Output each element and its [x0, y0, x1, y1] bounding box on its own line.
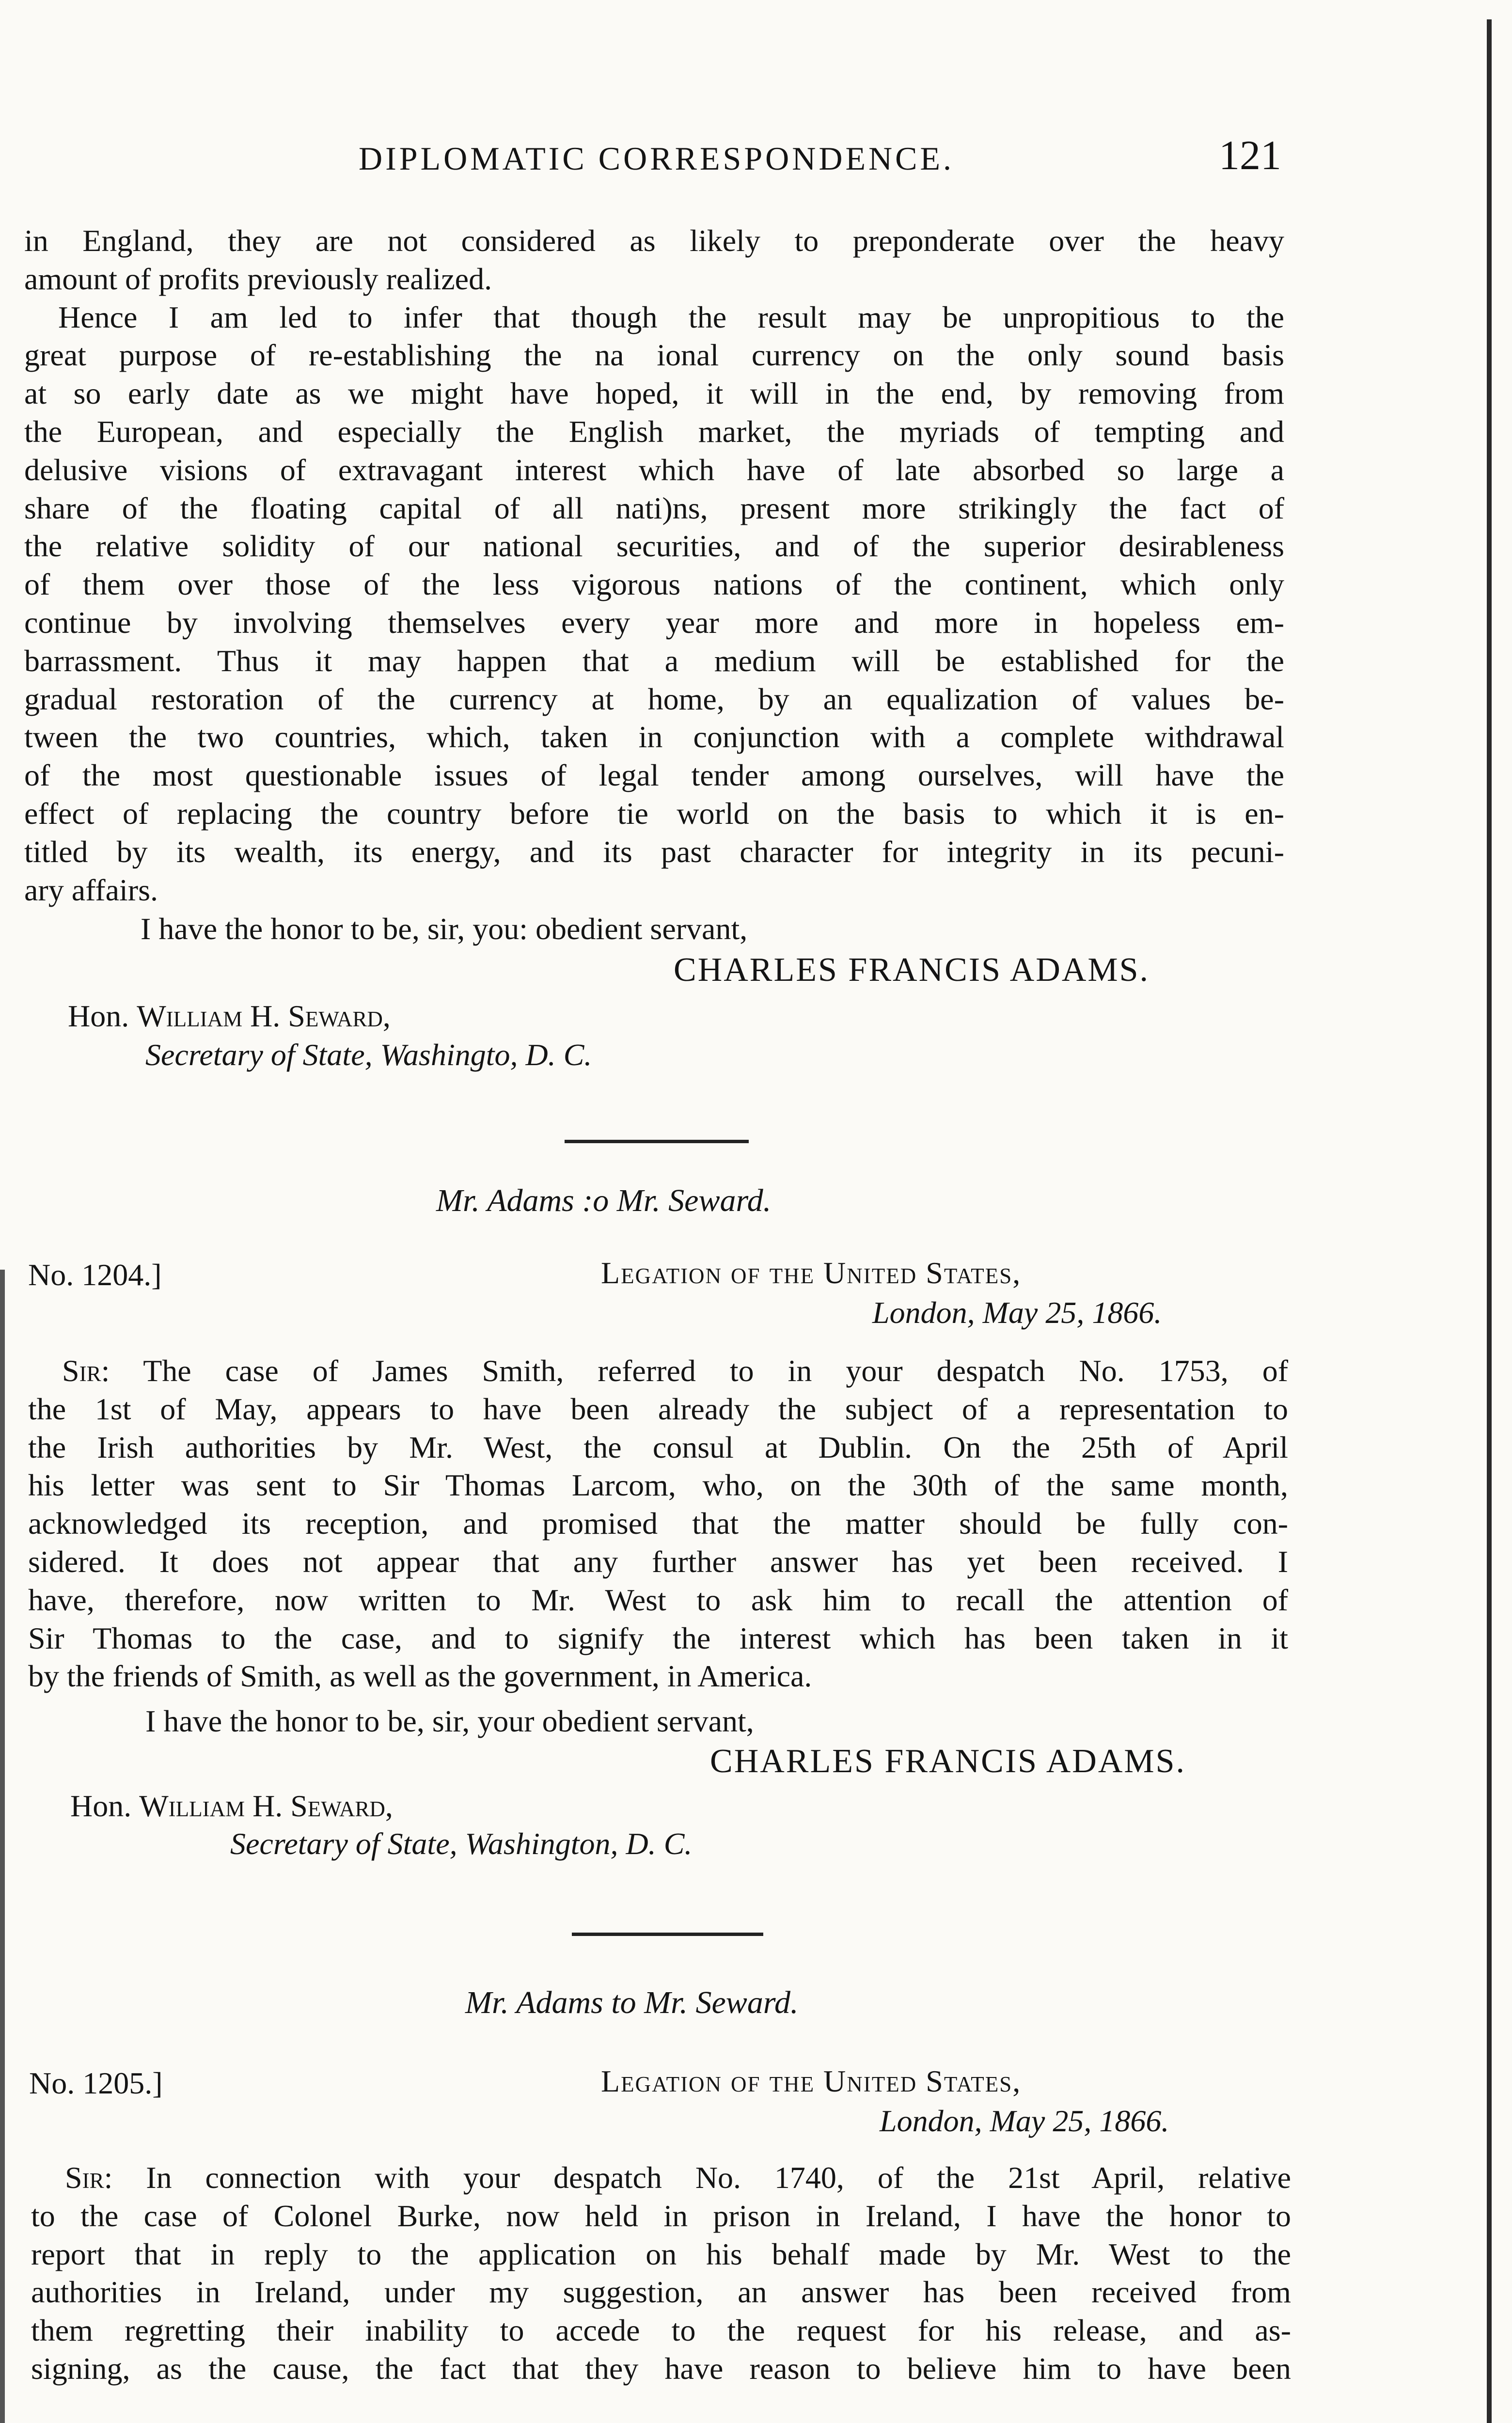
text-line: have, therefore, now written to Mr. West to ask him to recall the attention of	[28, 1582, 1288, 1617]
page-edge-shadow-right	[1487, 19, 1492, 2423]
text-line: great purpose of re-establishing the na ional currency on the only sound basis	[24, 338, 1284, 373]
text-line: the relative solidity of our national securities, and of the superior desirableness	[24, 529, 1284, 564]
addressee-name	[70, 1788, 393, 1824]
text-line: barrassment. Thus it may happen that a medium will be established for the	[24, 643, 1284, 678]
legation-heading: Legation of the United States,	[601, 2064, 1022, 2098]
section-separator	[572, 1933, 763, 1936]
addressee-honorific: Hon.	[68, 999, 137, 1033]
text-line: his letter was sent to Sir Thomas Larcom, who, on the 30th of the same month,	[28, 1468, 1288, 1503]
addressee-honorific: Hon.	[70, 1789, 140, 1823]
letter-caption: Mr. Adams :o Mr. Seward.	[436, 1183, 772, 1218]
addressee-title: Secretary of State, Washingto, D. C.	[145, 1038, 592, 1072]
text-line: effect of replacing the country before tie world on the basis to which it is en-	[24, 796, 1284, 831]
closing-line: I have the honor to be, sir, your obedient servant,	[145, 1704, 754, 1738]
addressee-person: William H. Seward,	[137, 999, 391, 1033]
text-line: them regretting their inability to accede to the request for his release, and as-	[31, 2313, 1291, 2348]
page-number: 121	[1219, 132, 1281, 178]
text-line: continue by involving themselves every year more and more in hopeless em-	[24, 605, 1284, 640]
text-line: Sir Thomas to the case, and to signify the interest which has been taken in it	[28, 1621, 1288, 1655]
addressee-name	[68, 998, 391, 1034]
text-line: ary affairs.	[24, 872, 158, 907]
text-line: the 1st of May, appears to have been already the subject of a representation to	[28, 1391, 1288, 1426]
text-line: at so early date as we might have hoped, it will in the end, by removing from	[24, 376, 1284, 411]
despatch-number: No. 1205.]	[29, 2066, 163, 2100]
text-line: report that in reply to the application on his behalf made by Mr. West to the	[31, 2236, 1291, 2271]
running-header-title: DIPLOMATIC CORRESPONDENCE.	[359, 140, 954, 177]
text-line: to the case of Colonel Burke, now held in prison in Ireland, I have the honor to	[31, 2198, 1291, 2233]
text-line	[28, 1352, 1288, 1390]
legation-heading: Legation of the United States,	[601, 1256, 1022, 1290]
text-line: tween the two countries, which, taken in conjunction with a complete withdrawal	[24, 720, 1284, 755]
place-date: London, May 25, 1866.	[872, 1295, 1162, 1330]
letter-body	[31, 2159, 1291, 2388]
text-line-content: The case of James Smith, referred to in your despatch No. 1753, of	[143, 1353, 1289, 1388]
text-line: of the most questionable issues of legal tender among ourselves, will have the	[24, 758, 1284, 793]
text-line: by the friends of Smith, as well as the government, in America.	[28, 1659, 812, 1694]
text-line: of them over those of the less vigorous nations of the continent, which only	[24, 567, 1284, 602]
text-line	[31, 2159, 1291, 2197]
salutation: Sir:	[62, 1353, 110, 1388]
text-line: signing, as the cause, the fact that they have reason to believe him to have been	[31, 2351, 1291, 2386]
letter-caption: Mr. Adams to Mr. Seward.	[465, 1985, 799, 2020]
section-separator	[565, 1140, 749, 1143]
letter-body	[28, 1352, 1288, 1696]
text-line: the European, and especially the English market, the myriads of tempting and	[24, 414, 1284, 449]
text-line: titled by its wealth, its energy, and its past character for integrity in its pecuni-	[24, 834, 1284, 869]
text-line: in England, they are not considered as likely to preponderate over the heavy	[24, 223, 1284, 258]
text-line: Hence I am led to infer that though the result may be unpropitious to the	[58, 299, 1284, 334]
signature: CHARLES FRANCIS ADAMS.	[710, 1743, 1186, 1780]
text-line: sidered. It does not appear that any further answer has yet been received. I	[28, 1544, 1288, 1579]
text-line-content: In connection with your despatch No. 1740, of the 21st April, relative	[146, 2160, 1291, 2195]
text-line: share of the floating capital of all nati)ns, present more strikingly the fact of	[24, 490, 1284, 525]
page-edge-shadow-left	[0, 1270, 5, 2423]
salutation: Sir:	[65, 2160, 113, 2195]
place-date: London, May 25, 1866.	[880, 2104, 1169, 2138]
despatch-number: No. 1204.]	[28, 1258, 162, 1292]
text-line: authorities in Ireland, under my suggestion, an answer has been received from	[31, 2275, 1291, 2310]
signature: CHARLES FRANCIS ADAMS.	[674, 951, 1150, 989]
addressee-title: Secretary of State, Washington, D. C.	[230, 1826, 693, 1861]
text-line: delusive visions of extravagant interest which have of late absorbed so large a	[24, 452, 1284, 487]
text-line: acknowledged its reception, and promised that the matter should be fully con-	[28, 1506, 1288, 1541]
text-line: amount of profits previously realized.	[24, 261, 492, 296]
text-line: gradual restoration of the currency at home, by an equalization of values be-	[24, 681, 1284, 716]
continuation-paragraphs	[24, 222, 1284, 909]
closing-line: I have the honor to be, sir, you: obedient servant,	[141, 912, 748, 946]
text-line: the Irish authorities by Mr. West, the consul at Dublin. On the 25th of April	[28, 1430, 1288, 1464]
addressee-person: William H. Seward,	[139, 1789, 393, 1823]
